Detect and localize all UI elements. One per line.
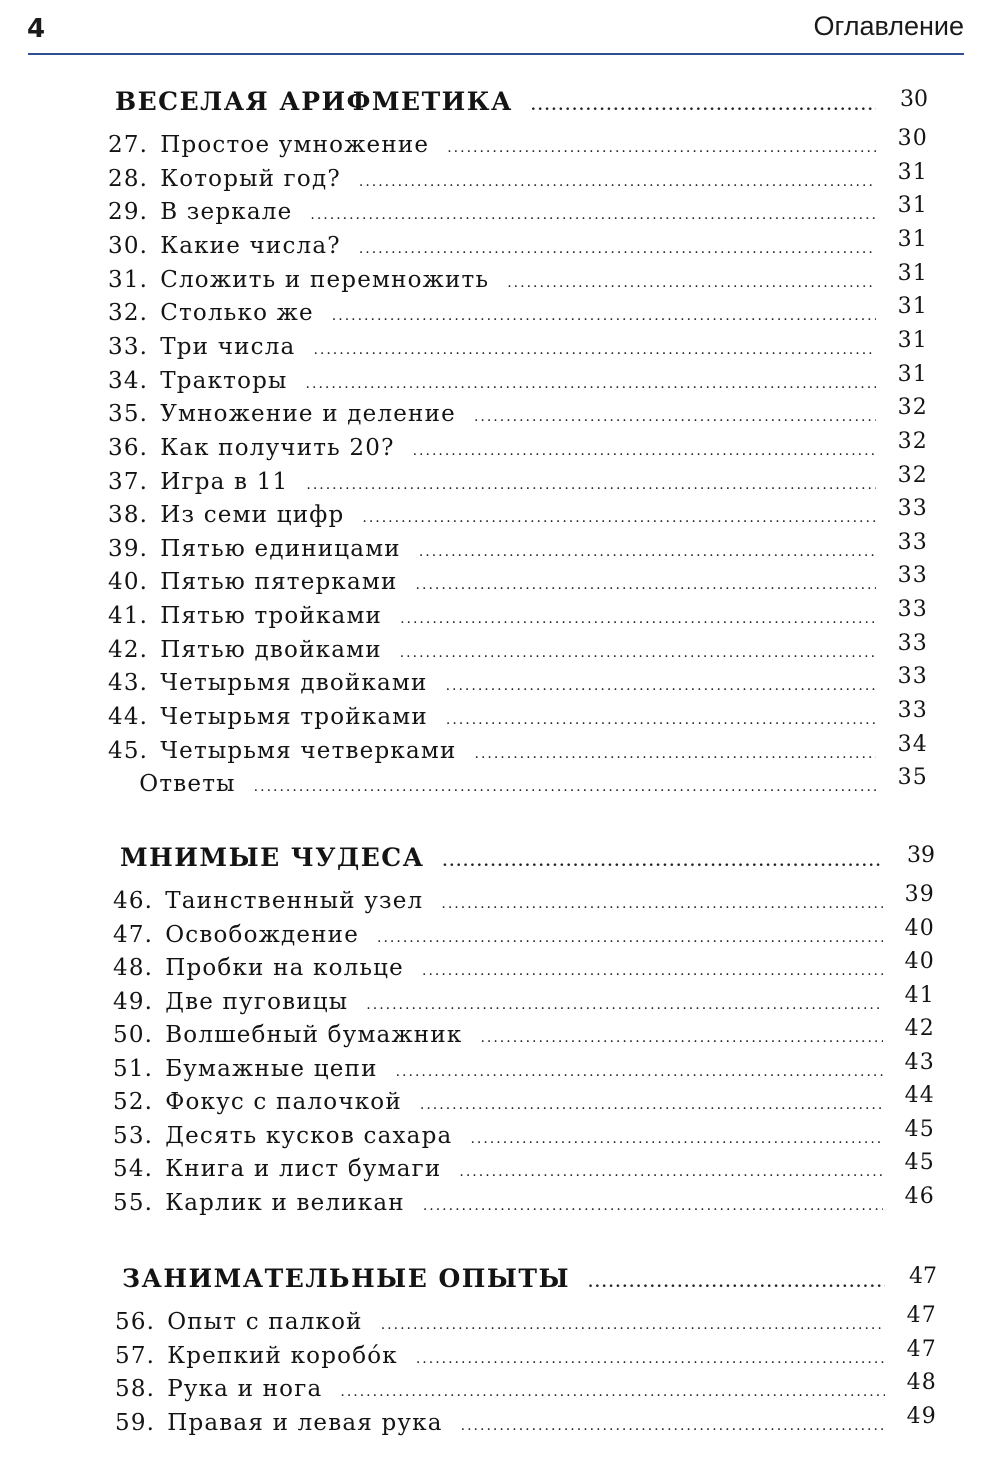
entry-title: Пятью единицами <box>160 536 401 562</box>
section-title: ВЕСЕЛАЯ АРИФМЕТИКА <box>115 87 513 116</box>
section-heading[interactable] <box>122 1264 937 1298</box>
header-rule <box>28 53 964 55</box>
entry-page-number: 40 <box>904 916 935 941</box>
entry-title: Пятью тройками <box>160 603 383 629</box>
entry-title: Который год? <box>160 166 341 192</box>
entry-number: 39. <box>108 536 149 562</box>
entry-number: 57. <box>115 1343 156 1369</box>
dot-leader <box>588 1275 885 1291</box>
entry-page-number: 33 <box>897 530 928 555</box>
entry-title: Из семи цифр <box>160 502 345 528</box>
entry-page-number: 33 <box>897 496 928 521</box>
entry-page-number: 32 <box>897 429 928 454</box>
dot-leader <box>443 854 883 870</box>
entry-number: 28. <box>108 166 149 192</box>
entry-page-number: 31 <box>897 362 928 387</box>
dot-leader <box>507 275 876 291</box>
toc-entry[interactable] <box>108 631 928 671</box>
entry-title: Правая и левая рука <box>167 1410 443 1436</box>
entry-number: 55. <box>113 1190 154 1216</box>
entry-number: 47. <box>113 922 154 948</box>
toc-entry[interactable] <box>115 1404 937 1444</box>
toc-entry[interactable] <box>108 328 928 368</box>
entry-number: 44. <box>108 704 149 730</box>
dot-leader <box>461 1418 885 1434</box>
toc-entry[interactable] <box>113 882 935 922</box>
entry-title: Пятью пятерками <box>160 569 398 595</box>
entry-page-number: 32 <box>897 463 928 488</box>
entry-title: Фокус с палочкой <box>165 1089 402 1115</box>
toc-entry[interactable] <box>108 698 928 738</box>
dot-leader <box>416 1351 885 1367</box>
toc-entry[interactable] <box>113 1050 935 1090</box>
entry-number: 38. <box>108 502 149 528</box>
dot-leader <box>400 645 876 661</box>
entry-title: Столько же <box>160 300 314 326</box>
dot-leader <box>254 779 876 795</box>
entry-page-number: 33 <box>897 698 928 723</box>
dot-leader <box>474 409 876 425</box>
entry-title: Четырьмя тройками <box>160 704 428 730</box>
toc-entry[interactable] <box>115 1370 937 1410</box>
toc-entry[interactable] <box>108 530 928 570</box>
entry-number: 41. <box>108 603 149 629</box>
dot-leader <box>480 1030 883 1046</box>
entry-title: Сложить и перемножить <box>160 267 490 293</box>
entry-title: В зеркале <box>160 199 293 225</box>
toc-entry[interactable] <box>113 1083 935 1123</box>
toc-entry[interactable] <box>115 1303 937 1343</box>
section-title: МНИМЫЕ ЧУДЕСА <box>120 843 425 872</box>
dot-leader <box>400 611 876 627</box>
toc-entry[interactable] <box>113 916 935 956</box>
entry-title: Как получить 20? <box>160 435 395 461</box>
entry-page-number: 39 <box>904 882 935 907</box>
entry-number: 27. <box>108 132 149 158</box>
entry-number: 51. <box>113 1056 154 1082</box>
toc-entry[interactable] <box>108 463 928 503</box>
entry-number: 50. <box>113 1022 154 1048</box>
entry-title: Тракторы <box>160 368 288 394</box>
entry-page-number: 43 <box>904 1050 935 1075</box>
entry-page-number: 31 <box>897 193 928 218</box>
toc-entry[interactable] <box>108 732 928 772</box>
entry-title: Две пуговицы <box>165 989 349 1015</box>
toc-entry[interactable] <box>113 1117 935 1157</box>
dot-leader <box>362 510 876 526</box>
entry-title: Десять кусков сахара <box>165 1123 453 1149</box>
entry-page-number: 31 <box>897 160 928 185</box>
section-heading[interactable] <box>120 843 935 877</box>
toc-entry[interactable] <box>108 193 928 233</box>
entry-page-number: 45 <box>904 1150 935 1175</box>
section-page-number: 30 <box>900 87 928 112</box>
entry-title: Рука и нога <box>167 1376 323 1402</box>
toc-entry[interactable] <box>115 1337 937 1377</box>
entry-number: 56. <box>115 1309 156 1335</box>
entry-page-number: 33 <box>897 597 928 622</box>
entry-title: Карлик и великан <box>165 1190 405 1216</box>
dot-leader <box>422 963 883 979</box>
entry-title: Простое умножение <box>160 132 430 158</box>
section-page-number: 47 <box>909 1264 937 1289</box>
toc-entry[interactable] <box>108 294 928 334</box>
entry-number: 36. <box>108 435 149 461</box>
entry-number: 34. <box>108 368 149 394</box>
entry-number: 30. <box>108 233 149 259</box>
toc-entry[interactable] <box>113 983 935 1023</box>
entry-page-number: 44 <box>904 1083 935 1108</box>
dot-leader <box>475 746 877 762</box>
toc-entry[interactable] <box>113 1184 935 1224</box>
dot-leader <box>416 577 876 593</box>
entry-number: 32. <box>108 300 149 326</box>
entry-number: 35. <box>108 401 149 427</box>
entry-number: 42. <box>108 637 149 663</box>
toc-entry[interactable] <box>108 563 928 603</box>
entry-page-number: 47 <box>906 1303 937 1328</box>
entry-title: Таинственный узел <box>165 888 424 914</box>
dot-leader <box>447 140 876 156</box>
entry-number: 58. <box>115 1376 156 1402</box>
entry-page-number: 42 <box>904 1016 935 1041</box>
toc-entry[interactable] <box>108 429 928 469</box>
entry-page-number: 40 <box>904 949 935 974</box>
toc-entry[interactable] <box>108 160 928 200</box>
toc-entry[interactable] <box>108 261 928 301</box>
entry-page-number: 35 <box>897 765 928 790</box>
entry-title: Четырьмя четверками <box>160 738 457 764</box>
toc-entry[interactable] <box>108 597 928 637</box>
entry-page-number: 48 <box>906 1370 937 1395</box>
entry-number: 45. <box>108 738 149 764</box>
entry-number: 46. <box>113 888 154 914</box>
entry-page-number: 31 <box>897 328 928 353</box>
dot-leader <box>413 443 876 459</box>
dot-leader <box>446 678 876 694</box>
entry-title: Три числа <box>160 334 296 360</box>
entry-page-number: 30 <box>897 126 928 151</box>
entry-title: Книга и лист бумаги <box>165 1156 442 1182</box>
entry-number: 48. <box>113 955 154 981</box>
dot-leader <box>441 896 883 912</box>
entry-page-number: 34 <box>897 732 928 757</box>
entry-page-number: 32 <box>897 395 928 420</box>
toc-entry[interactable] <box>108 126 928 166</box>
dot-leader <box>377 930 883 946</box>
entry-title: Ответы <box>139 771 236 797</box>
toc-entry[interactable] <box>108 496 928 536</box>
entry-page-number: 41 <box>904 983 935 1008</box>
entry-number: 54. <box>113 1156 154 1182</box>
entry-page-number: 49 <box>906 1404 937 1429</box>
entry-page-number: 45 <box>904 1117 935 1142</box>
dot-leader <box>381 1317 885 1333</box>
entry-page-number: 47 <box>906 1337 937 1362</box>
toc-entry[interactable] <box>108 362 928 402</box>
entry-title: Игра в 11 <box>160 469 289 495</box>
entry-page-number: 31 <box>897 294 928 319</box>
toc-entry[interactable] <box>108 765 928 805</box>
entry-number: 33. <box>108 334 149 360</box>
entry-number: 40. <box>108 569 149 595</box>
entry-page-number: 46 <box>904 1184 935 1209</box>
dot-leader <box>423 1198 883 1214</box>
entry-title: Бумажные цепи <box>165 1056 378 1082</box>
dot-leader <box>359 241 876 257</box>
section-title: ЗАНИМАТЕЛЬНЫЕ ОПЫТЫ <box>122 1264 571 1293</box>
entry-title: Освобождение <box>165 922 360 948</box>
dot-leader <box>420 1097 883 1113</box>
entry-title: Умножение и деление <box>160 401 456 427</box>
entry-title: Пробки на кольце <box>165 955 404 981</box>
dot-leader <box>446 712 876 728</box>
entry-title: Опыт с палкой <box>167 1309 363 1335</box>
entry-page-number: 33 <box>897 631 928 656</box>
toc-entry[interactable] <box>108 664 928 704</box>
dot-leader <box>313 342 876 358</box>
toc-entry[interactable] <box>108 227 928 267</box>
entry-page-number: 33 <box>897 563 928 588</box>
entry-number: 59. <box>115 1410 156 1436</box>
section-page-number: 39 <box>907 843 935 868</box>
entry-number: 31. <box>108 267 149 293</box>
page-number: 4 <box>27 14 46 44</box>
dot-leader <box>359 174 876 190</box>
dot-leader <box>306 477 876 493</box>
entry-number: 43. <box>108 670 149 696</box>
entry-page-number: 33 <box>897 664 928 689</box>
toc-entry[interactable] <box>113 1150 935 1190</box>
section-heading[interactable] <box>115 87 928 121</box>
entry-title: Четырьмя двойками <box>160 670 428 696</box>
dot-leader <box>310 207 876 223</box>
entry-title: Крепкий коробо́к <box>167 1343 398 1369</box>
dot-leader <box>470 1131 883 1147</box>
dot-leader <box>366 997 883 1013</box>
entry-title: Волшебный бумажник <box>165 1022 463 1048</box>
entry-page-number: 31 <box>897 227 928 252</box>
entry-number: 49. <box>113 989 154 1015</box>
toc-entry[interactable] <box>113 949 935 989</box>
entry-title: Пятью двойками <box>160 637 382 663</box>
dot-leader <box>419 544 876 560</box>
dot-leader <box>332 308 876 324</box>
dot-leader <box>340 1384 885 1400</box>
entry-number: 52. <box>113 1089 154 1115</box>
entry-number: 29. <box>108 199 149 225</box>
dot-leader <box>396 1064 883 1080</box>
entry-page-number: 31 <box>897 261 928 286</box>
dot-leader <box>306 376 876 392</box>
dot-leader <box>459 1164 883 1180</box>
running-header-title: Оглавление <box>813 11 964 41</box>
toc-entry[interactable] <box>113 1016 935 1056</box>
entry-title: Какие числа? <box>160 233 341 259</box>
entry-number: 37. <box>108 469 149 495</box>
dot-leader <box>531 98 876 114</box>
entry-number: 53. <box>113 1123 154 1149</box>
toc-entry[interactable] <box>108 395 928 435</box>
